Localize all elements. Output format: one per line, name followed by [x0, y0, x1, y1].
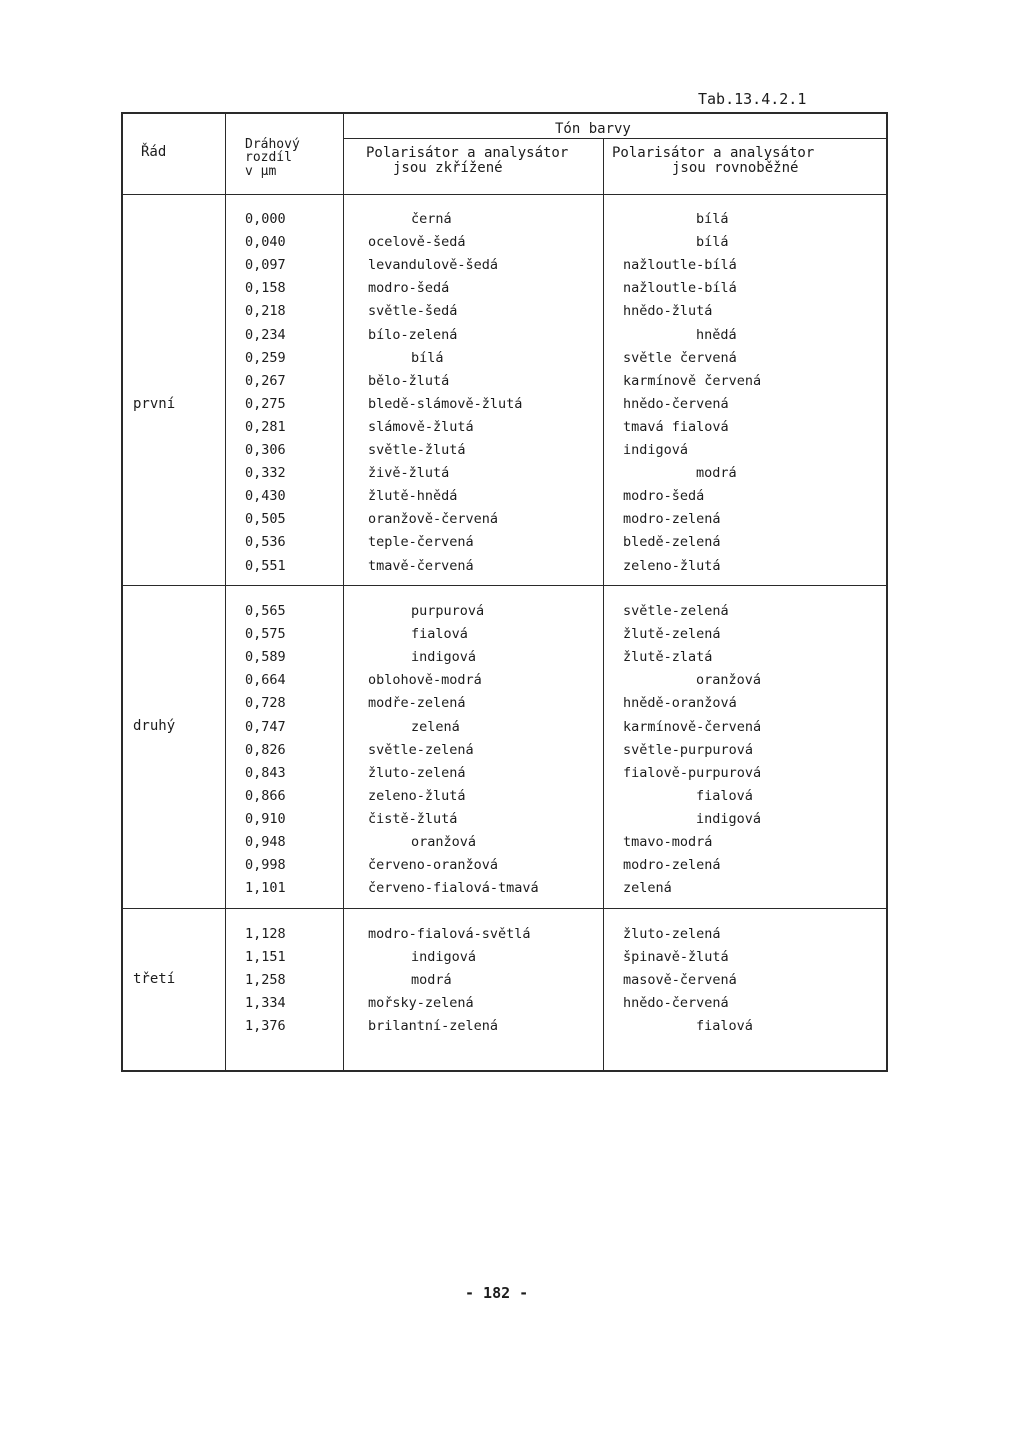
- parallel-color: bledě-zelená: [623, 534, 721, 551]
- page-number: - 182 -: [465, 1284, 529, 1302]
- crossed-color: zelená: [411, 718, 460, 735]
- parallel-color: bílá: [696, 211, 729, 227]
- path-difference-value: 0,275: [245, 395, 286, 412]
- crossed-color: bělo-žlutá: [368, 372, 450, 389]
- group-label-druhy: druhý: [133, 718, 176, 734]
- table-row: [121, 419, 888, 442]
- crossed-color: purpurová: [411, 603, 485, 619]
- parallel-color: modro-zelená: [623, 857, 721, 874]
- header-divider-ton: [343, 138, 888, 139]
- parallel-color: světle-zelená: [623, 603, 729, 619]
- parallel-color: hnědá: [696, 326, 737, 343]
- table-row: [121, 603, 888, 626]
- path-difference-value: 0,505: [245, 511, 286, 528]
- crossed-color: světle-žlutá: [368, 442, 466, 458]
- crossed-color: žluto-zelená: [368, 764, 466, 781]
- table-row: [121, 649, 888, 672]
- table-row: [121, 465, 888, 488]
- table-reference: Tab.13.4.2.1: [698, 90, 807, 108]
- table-row: [121, 995, 888, 1018]
- parallel-color: modrá: [696, 465, 737, 482]
- crossed-color: oranžově-červená: [368, 511, 499, 528]
- table-row: [121, 558, 888, 581]
- table-row: [121, 926, 888, 949]
- path-difference-value: 0,158: [245, 280, 286, 297]
- path-difference-value: 0,575: [245, 626, 286, 643]
- path-difference-value: 0,589: [245, 649, 286, 666]
- table-row: [121, 1018, 888, 1041]
- path-difference-value: 0,728: [245, 695, 286, 712]
- header-ton-barvy: Tón barvy: [555, 121, 631, 137]
- crossed-color: indigová: [411, 949, 477, 966]
- path-difference-value: 0,536: [245, 534, 286, 551]
- table-row: [121, 880, 888, 903]
- parallel-color: zelená: [623, 880, 672, 897]
- table-row: [121, 442, 888, 465]
- path-difference-value: 0,747: [245, 718, 286, 735]
- parallel-color: karmínově červená: [623, 372, 762, 389]
- crossed-color: černá: [411, 211, 452, 227]
- table-row: [121, 350, 888, 373]
- header-drahovy-1: Dráhový: [245, 137, 300, 152]
- crossed-color: teple-červená: [368, 534, 474, 551]
- table-row: [121, 672, 888, 695]
- path-difference-value: 1,101: [245, 880, 286, 897]
- table-row: [121, 949, 888, 972]
- crossed-color: brilantní-zelená: [368, 1018, 499, 1035]
- path-difference-value: 0,948: [245, 834, 286, 850]
- crossed-color: levandulově-šedá: [368, 257, 499, 274]
- parallel-color: hnědo-žlutá: [623, 303, 713, 320]
- parallel-color: hnědo-červená: [623, 995, 729, 1012]
- path-difference-value: 1,258: [245, 972, 286, 989]
- path-difference-value: 0,281: [245, 418, 286, 435]
- parallel-color: světle-purpurová: [623, 741, 754, 758]
- path-difference-value: 1,334: [245, 995, 286, 1012]
- crossed-color: indigová: [411, 649, 477, 666]
- group-label-prvni: první: [133, 396, 176, 412]
- path-difference-value: 0,430: [245, 488, 286, 505]
- parallel-color: fialová: [696, 1018, 753, 1035]
- path-difference-value: 0,332: [245, 465, 286, 482]
- path-difference-value: 0,551: [245, 557, 286, 574]
- header-parallel-2: jsou rovnoběžné: [672, 160, 799, 176]
- path-difference-value: 0,306: [245, 442, 286, 458]
- table-row: [121, 811, 888, 834]
- crossed-color: modro-fialová-světlá: [368, 926, 531, 942]
- parallel-color: žluto-zelená: [623, 926, 721, 942]
- table-row: [121, 857, 888, 880]
- table-row: [121, 788, 888, 811]
- table-row: [121, 719, 888, 742]
- path-difference-value: 0,565: [245, 603, 286, 619]
- table-row: [121, 834, 888, 857]
- table-row: [121, 488, 888, 511]
- crossed-color: světle-šedá: [368, 303, 458, 320]
- crossed-color: modře-zelená: [368, 695, 466, 712]
- path-difference-value: 0,234: [245, 326, 286, 343]
- parallel-color: oranžová: [696, 672, 762, 689]
- parallel-color: hnědo-červená: [623, 395, 729, 412]
- header-crossed-1: Polarisátor a analysátor: [366, 145, 569, 161]
- crossed-color: bílá: [411, 349, 444, 366]
- parallel-color: bílá: [696, 234, 729, 251]
- path-difference-value: 0,910: [245, 810, 286, 827]
- path-difference-value: 0,866: [245, 787, 286, 804]
- table-row: [121, 695, 888, 718]
- table-row: [121, 303, 888, 326]
- parallel-color: špinavě-žlutá: [623, 949, 729, 966]
- table-row: [121, 234, 888, 257]
- table-row: [121, 327, 888, 350]
- path-difference-value: 0,218: [245, 303, 286, 320]
- header-crossed-2: jsou zkřížené: [393, 160, 503, 176]
- crossed-color: čistě-žlutá: [368, 810, 458, 827]
- path-difference-value: 0,267: [245, 372, 286, 389]
- group-divider-1: [121, 585, 888, 586]
- crossed-color: modro-šedá: [368, 280, 450, 297]
- crossed-color: slámově-žlutá: [368, 418, 474, 435]
- table-row: [121, 626, 888, 649]
- crossed-color: modrá: [411, 972, 452, 989]
- path-difference-value: 0,097: [245, 257, 286, 274]
- path-difference-value: 0,040: [245, 234, 286, 251]
- table-row: [121, 511, 888, 534]
- crossed-color: oranžová: [411, 834, 477, 850]
- path-difference-value: 0,998: [245, 857, 286, 874]
- crossed-color: červeno-oranžová: [368, 857, 499, 874]
- table-row: [121, 396, 888, 419]
- table-row: [121, 257, 888, 280]
- path-difference-value: 0,843: [245, 764, 286, 781]
- parallel-color: modro-zelená: [623, 511, 721, 528]
- crossed-color: bílo-zelená: [368, 326, 458, 343]
- crossed-color: červeno-fialová-tmavá: [368, 880, 539, 897]
- header-bottom-line: [121, 194, 888, 195]
- path-difference-value: 0,664: [245, 672, 286, 689]
- crossed-color: mořsky-zelená: [368, 995, 474, 1012]
- group-divider-2: [121, 908, 888, 909]
- header-drahovy-3: v µm: [245, 164, 277, 179]
- crossed-color: ocelově-šedá: [368, 234, 466, 251]
- parallel-color: tmavá fialová: [623, 418, 729, 435]
- parallel-color: fialově-purpurová: [623, 764, 762, 781]
- parallel-color: zeleno-žlutá: [623, 557, 721, 574]
- parallel-color: nažloutle-bílá: [623, 257, 737, 274]
- path-difference-value: 0,000: [245, 211, 286, 227]
- crossed-color: tmavě-červená: [368, 557, 474, 574]
- header-drahovy-2: rozdíl: [245, 150, 292, 165]
- crossed-color: živě-žlutá: [368, 465, 450, 482]
- table-row: [121, 373, 888, 396]
- parallel-color: indigová: [696, 810, 762, 827]
- parallel-color: karmínově-červená: [623, 718, 762, 735]
- table-row: [121, 211, 888, 234]
- path-difference-value: 1,128: [245, 926, 286, 942]
- parallel-color: žlutě-zelená: [623, 626, 721, 643]
- parallel-color: hnědě-oranžová: [623, 695, 737, 712]
- parallel-color: žlutě-zlatá: [623, 649, 713, 666]
- parallel-color: fialová: [696, 787, 753, 804]
- group-label-treti: třetí: [133, 971, 176, 987]
- parallel-color: světle červená: [623, 349, 737, 366]
- crossed-color: bledě-slámově-žlutá: [368, 395, 523, 412]
- path-difference-value: 0,259: [245, 349, 286, 366]
- header-parallel-1: Polarisátor a analysátor: [612, 145, 815, 161]
- crossed-color: zeleno-žlutá: [368, 787, 466, 804]
- table-row: [121, 972, 888, 995]
- parallel-color: modro-šedá: [623, 488, 705, 505]
- parallel-color: tmavo-modrá: [623, 834, 713, 850]
- table-row: [121, 765, 888, 788]
- table-row: [121, 742, 888, 765]
- path-difference-value: 0,826: [245, 741, 286, 758]
- parallel-color: masově-červená: [623, 972, 737, 989]
- header-rad: Řád: [141, 144, 167, 160]
- path-difference-value: 1,151: [245, 949, 286, 966]
- crossed-color: fialová: [411, 626, 468, 643]
- crossed-color: světle-zelená: [368, 741, 474, 758]
- parallel-color: nažloutle-bílá: [623, 280, 737, 297]
- table-row: [121, 280, 888, 303]
- crossed-color: oblohově-modrá: [368, 672, 482, 689]
- parallel-color: indigová: [623, 442, 689, 458]
- crossed-color: žlutě-hnědá: [368, 488, 458, 505]
- path-difference-value: 1,376: [245, 1018, 286, 1035]
- table-row: [121, 534, 888, 557]
